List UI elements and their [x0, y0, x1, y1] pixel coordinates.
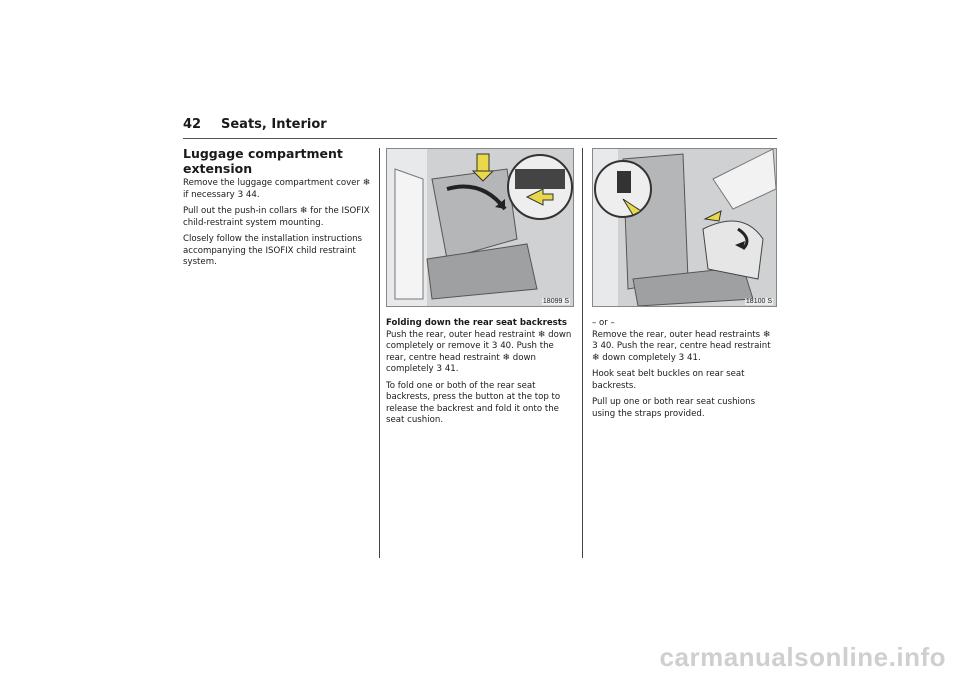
- column-folding-backrests: [386, 318, 576, 432]
- illustration-cushion: [593, 149, 776, 306]
- figure-folding-backrest: [386, 148, 574, 307]
- paragraph-remove-cover: [183, 178, 373, 201]
- subheading-folding-backrests: Folding down the rear seat backrests: [386, 318, 567, 328]
- paragraph-remove-head-restraints: [592, 330, 778, 365]
- watermark: carmanualsonline.info: [659, 642, 946, 672]
- text: Push the rear, outer head restraint: [386, 329, 538, 340]
- text: for the ISOFIX child-restraint system mounting.: [183, 206, 370, 228]
- text: 41.: [442, 364, 459, 374]
- paragraph-push-in-collars: [183, 206, 373, 229]
- figure-code: 18099 S: [542, 298, 569, 305]
- column-divider-1: [379, 148, 380, 558]
- column-cushions: [592, 318, 778, 425]
- paragraph-pull-cushions: Pull up one or both rear seat cushions using the straps provided.: [592, 397, 756, 419]
- text: if necessary: [183, 189, 238, 200]
- text: Remove the rear, outer head restraints: [592, 329, 763, 340]
- paragraph-or: – or –: [592, 318, 615, 328]
- heading-luggage-extension: Luggage compartment extension: [183, 146, 343, 176]
- text: down completely: [599, 352, 679, 363]
- page-reference-icon: 3: [491, 341, 498, 351]
- page-reference-icon: 3: [237, 189, 244, 200]
- page-reference-icon: 3: [592, 341, 598, 351]
- paragraph-head-restraints: [386, 318, 576, 376]
- optional-equipment-icon: ❄: [362, 178, 371, 188]
- illustration-backrest: [387, 149, 573, 306]
- optional-equipment-icon: ❄: [537, 329, 546, 340]
- figure-code: 18100 S: [745, 298, 772, 305]
- optional-equipment-icon: ❄: [762, 329, 771, 340]
- text: 41.: [684, 352, 701, 363]
- page-reference-icon: 3: [678, 352, 685, 363]
- text: 40. Push the rear, centre head restraint: [386, 341, 554, 363]
- optional-equipment-icon: ❄: [592, 352, 600, 363]
- text: 40. Push the rear, centre head restraint: [597, 341, 771, 351]
- column-luggage-extension: [183, 146, 373, 274]
- optional-equipment-icon: ❄: [299, 206, 308, 216]
- paragraph-hook-buckles: Hook seat belt buckles on rear seat backrests.: [592, 369, 745, 391]
- text: Pull out the push-in collars: [183, 206, 300, 216]
- figure-pull-up-cushion: [592, 148, 777, 307]
- page-header: [183, 116, 777, 139]
- text: down completely: [386, 352, 536, 374]
- paragraph-instructions: Closely follow the installation instructions accompanying the ISOFIX child restraint system.: [183, 234, 363, 267]
- text: 44.: [243, 189, 260, 200]
- text: Remove the luggage compartment cover: [183, 178, 363, 188]
- page-reference-icon: 3: [436, 364, 443, 374]
- column-divider-2: [582, 148, 583, 558]
- optional-equipment-icon: ❄: [502, 352, 511, 363]
- section-title: Seats, Interior: [221, 117, 327, 132]
- page-number: 42: [183, 117, 202, 132]
- paragraph-fold-backrests: To fold one or both of the rear seat backrests, press the button at the top to release the backrest and fold it onto the seat cushion.: [386, 380, 561, 425]
- text: down completely or remove it: [386, 329, 572, 351]
